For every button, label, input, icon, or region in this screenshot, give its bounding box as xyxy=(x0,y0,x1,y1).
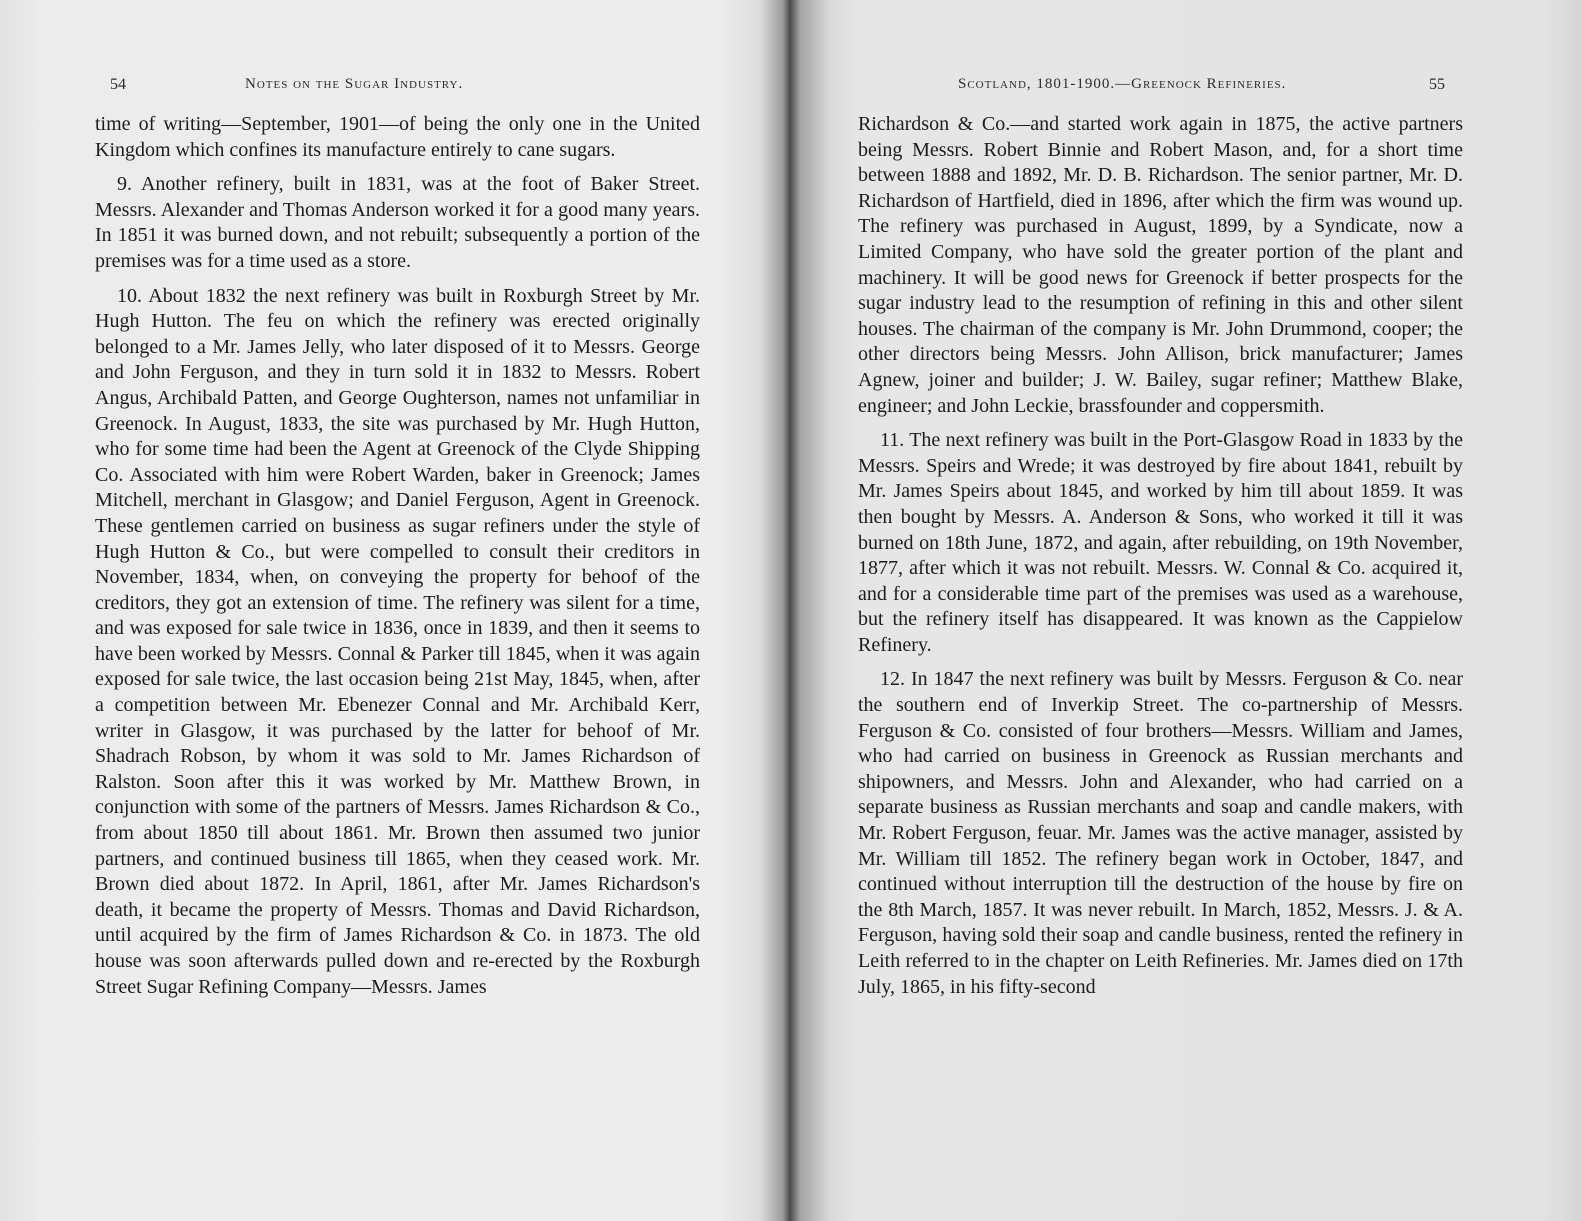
paragraph-section-12: 12. In 1847 the next refinery was built by Messrs. Ferguson & Co. near the southern end of Inverkip Street. The co-partnership of Messrs. Ferguson & Co. consisted of four brothers—Messrs. William and James, who had carried on business in Greenock as Russian merchants and shipowners, and Messrs. John and Alexander, who had carried on a separate business as Russian merchants and soap and candle makers, with Mr. Robert Ferguson, feuar. Mr. James was the active manager, assisted by Mr. William till 1852. The refinery began work in October, 1847, and continued without interruption till the destruction of the house by fire on the 8th March, 1857. It was never rebuilt. In March, 1852, Messrs. J. & A. Ferguson, having sold their soap and candle business, rented the refinery in Leith referred to in the chapter on Leith Refineries. Mr. James died on 17th July, 1865, in his fifty-second xyxy=(858,668,1463,998)
paragraph-continued: Richardson & Co.—and started work again in 1875, the active partners being Messrs. Robert Binnie and Robert Mason, and, for a short time between 1888 and 1892, Mr. D. B. Richardson. The senior partner, Mr. D. Richardson of Hartfield, died in 1896, after which the firm was wound up. The refinery was purchased in August, 1899, by a Syndicate, now a Limited Company, who have sold the greater portion of the plant and machinery. It will be good news for Greenock if better prospects for the sugar industry lead to the resumption of refining in this and other silent houses. The chairman of the company is Mr. John Drummond, cooper; the other directors being Messrs. John Allison, brick manufacturer; James Agnew, joiner and builder; J. W. Bailey, sugar refiner; Matthew Blake, engineer; and John Leckie, brassfounder and coppersmith. xyxy=(858,113,1463,417)
running-head: Scotland, 1801-1900.—Greenock Refineries. xyxy=(958,76,1287,92)
text-column xyxy=(95,112,700,1009)
page-number: 55 xyxy=(1429,76,1445,93)
paragraph-section-9: 9. Another refinery, built in 1831, was at the foot of Baker Street. Messrs. Alexander and Thomas Anderson worked it for a good many years. In 1851 it was burned down, and not rebuilt; subsequently a portion of the premises was for a time used as a store. xyxy=(95,173,700,272)
paragraph-section-10: 10. About 1832 the next refinery was built in Roxburgh Street by Mr. Hugh Hutton. The feu on which the refinery was erected originally belonged to a Mr. James Jelly, who later disposed of it to Messrs. George and John Ferguson, and they in turn sold it in 1832 to Messrs. Robert Angus, Archibald Patten, and George Oughterson, names not unfamiliar in Greenock. In August, 1833, the site was purchased by Mr. Hugh Hutton, who for some time had been the Agent at Greenock of the Clyde Shipping Co. Associated with him were Robert Warden, baker in Greenock; James Mitchell, merchant in Glasgow; and Daniel Ferguson, Agent in Greenock. These gentlemen carried on business as sugar refiners under the style of Hugh Hutton & Co., but were compelled to consult their creditors in November, 1834, when, on conveying the property for behoof of the creditors, they got an extension of time. The refinery was silent for a time, and was exposed for sale twice in 1836, once in 1839, and then it seems to have been worked by Messrs. Connal & Parker till 1845, when it was again exposed for sale twice, the last occasion being 21st May, 1845, when, after a competition between Mr. Ebenezer Connal and Mr. Archibald Kerr, writer in Glasgow, it was purchased by the latter for behoof of Mr. Shadrach Robson, by whom it was sold to Mr. James Richardson of Ralston. Soon after this it was worked by Mr. Matthew Brown, in conjunction with some of the partners of Messrs. James Richardson & Co., from about 1850 till about 1861. Mr. Brown then assumed two junior partners, and continued business till 1865, when they ceased work. Mr. Brown died about 1872. In April, 1861, after Mr. James Richardson's death, it became the property of Messrs. Thomas and David Richardson, until acquired by the firm of James Richardson & Co. in 1873. The old house was soon afterwards pulled down and re-erected by the Roxburgh Street Sugar Refining Company—Messrs. James xyxy=(95,284,700,998)
running-head: Notes on the Sugar Industry. xyxy=(245,76,464,92)
left-page xyxy=(0,0,780,1221)
right-page xyxy=(800,0,1581,1221)
page-number: 54 xyxy=(110,76,126,93)
paragraph-section-11: 11. The next refinery was built in the Port-Glasgow Road in 1833 by the Messrs. Speirs and Wrede; it was destroyed by fire about 1841, rebuilt by Mr. James Speirs about 1845, and worked by him till about 1859. It was then bought by Messrs. A. Anderson & Sons, who worked it till it was burned on 18th June, 1872, and again, after rebuilding, on 19th November, 1877, after which it was not rebuilt. Messrs. W. Connal & Co. acquired it, and for a considerable time part of the premises was used as a warehouse, but the refinery itself has disappeared. It was known as the Cappielow Refinery. xyxy=(858,429,1463,656)
paragraph-continued: time of writing—September, 1901—of being the only one in the United Kingdom which confines its manufacture entirely to cane sugars. xyxy=(95,113,700,161)
text-column xyxy=(858,112,1463,1009)
